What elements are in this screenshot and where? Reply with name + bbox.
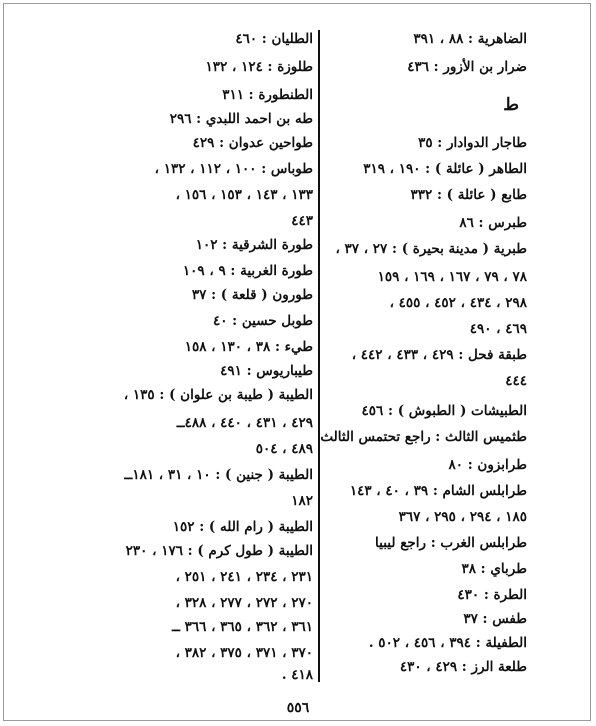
left-entry: طوباس : ١٠٠ ، ١١٢ ، ١٣٢ ، [154,161,313,177]
right-entry: الطرة : ٤٣٠ [457,587,527,603]
right-entry: طبقة فحل : ٤٢٩ ، ٤٣٣ ، ٤٤٢ ، [351,347,527,363]
right-entry: الضاهرية : ٨٨ ، ٣٩١ [413,31,527,47]
right-entry: طفس : ٣٧ [463,611,527,627]
left-entry: الطيبة ( جنين ) : ١٠ ، ٣١ ، ١٨١ــ [124,467,313,483]
page-number: ٥٥٦ [286,700,310,716]
right-entry: طاجار الدوادار : ٣٥ [418,135,527,151]
right-entry: ٤٦٩ ، ٤٩٠ [469,321,527,337]
left-entry: ٤١٨ . [281,667,313,683]
right-entry: الطفيلة : ٣٩٤ ، ٤٥٦ ، ٥٠٢ . [368,635,527,651]
left-entry: الطيبة ( طيبة بن علوان ) : ١٣٥ ، [123,387,313,403]
column-divider [318,30,320,682]
right-entry: طابع ( عائلة ) : ٣٣٢ [410,187,527,203]
right-entry: طبرية ( مدينة بحيرة ) : ٢٧ ، ٣٧ ، [335,241,527,257]
left-entry: ٣٧٠ ، ٣٧١ ، ٣٧٥ ، ٣٨٢ ، [175,645,313,661]
right-entry: الطبيشات ( الطبوش ) : ٤٥٦ [361,403,527,419]
right-entry: طرابلس الشام : ٣٩ ، ٤٠ ، ١٤٣ [349,483,527,499]
right-entry: ضرار بن الأزور : ٤٣٦ [407,59,527,75]
left-entry: الطنطورة : ٣١١ [222,87,313,103]
right-entry: طرابلس الغرب : راجع ليبيا [375,535,527,551]
left-entry: الطيبة ( رام الله ) : ١٥٢ [172,519,313,535]
left-entry: طواحين عدوان : ٤٢٩ [192,135,313,151]
right-entry: ٧٨ ، ٧٩ ، ١٦٧ ، ١٦٩ ، ١٥٩ [377,269,527,285]
left-entry: ١٨٢ [291,493,313,509]
right-entry: طرابزون : ٨٠ [448,457,527,473]
left-entry: طيء : ٣٨ ، ١٣٠ ، ١٥٨ [184,339,313,355]
right-entry: ٢٩٨ ، ٤٣٤ ، ٤٥٢ ، ٤٥٥ ، [389,295,527,311]
left-entry: ٢٧٠ ، ٢٧٢ ، ٢٧٧ ، ٣٢٨ ، [175,595,313,611]
left-entry: ٤٤٣ [291,213,313,229]
left-entry: ٤٨٩ ، ٥٠٤ [255,441,313,457]
right-entry: طلعة الرز : ٤٢٩ ، ٤٣٠ [399,659,527,675]
right-entry: ٤٤٤ [505,373,527,389]
left-entry: ١٣٣ ، ١٤٣ ، ١٥٣ ، ١٥٦ ، [175,187,313,203]
right-entry: ١٨٥ ، ٢٩٤ ، ٢٩٥ ، ٣٦٧ [398,509,527,525]
right-entry: طثميس الثالث : راجع تحتمس الثالث [320,429,527,445]
left-entry: طورون ( قلعة ) : ٣٧ [191,287,313,303]
left-entry: طه بن احمد اللبدي : ٢٩٦ [169,111,313,127]
left-entry: طورة الغربية : ٩ ، ١٠٩ [182,263,313,279]
right-entry: الطاهر ( عائلة ) : ١٩٠ ، ٣١٩ [363,161,527,177]
left-entry: ٤٢٩ ، ٤٣١ ، ٤٤٠ ، ٤٨٨ــ [176,415,313,431]
left-entry: ٢٣١ ، ٢٣٤ ، ٢٤١ ، ٢٥١ ، [175,569,313,585]
section-letter-heading: ط [503,95,519,115]
left-entry: طيباريوس : ٤٩١ [220,363,313,379]
left-entry: طلوزة : ١٢٤ ، ١٣٢ [205,59,313,75]
right-entry: طبرس : ٨٦ [459,215,527,231]
left-entry: الطليان : ٤٦٠ [235,31,313,47]
right-entry: طرباي : ٣٨ [461,561,527,577]
left-entry: الطيبة ( طول كرم ) : ١٧٦ ، ٢٣٠ [125,543,313,559]
left-entry: طوبل حسين : ٤٠ [212,313,313,329]
left-entry: طورة الشرقية : ١٠٢ [195,237,313,253]
left-entry: ٣٦١ ، ٣٦٢ ، ٣٦٥ ، ٣٦٦ ــ [172,619,313,635]
